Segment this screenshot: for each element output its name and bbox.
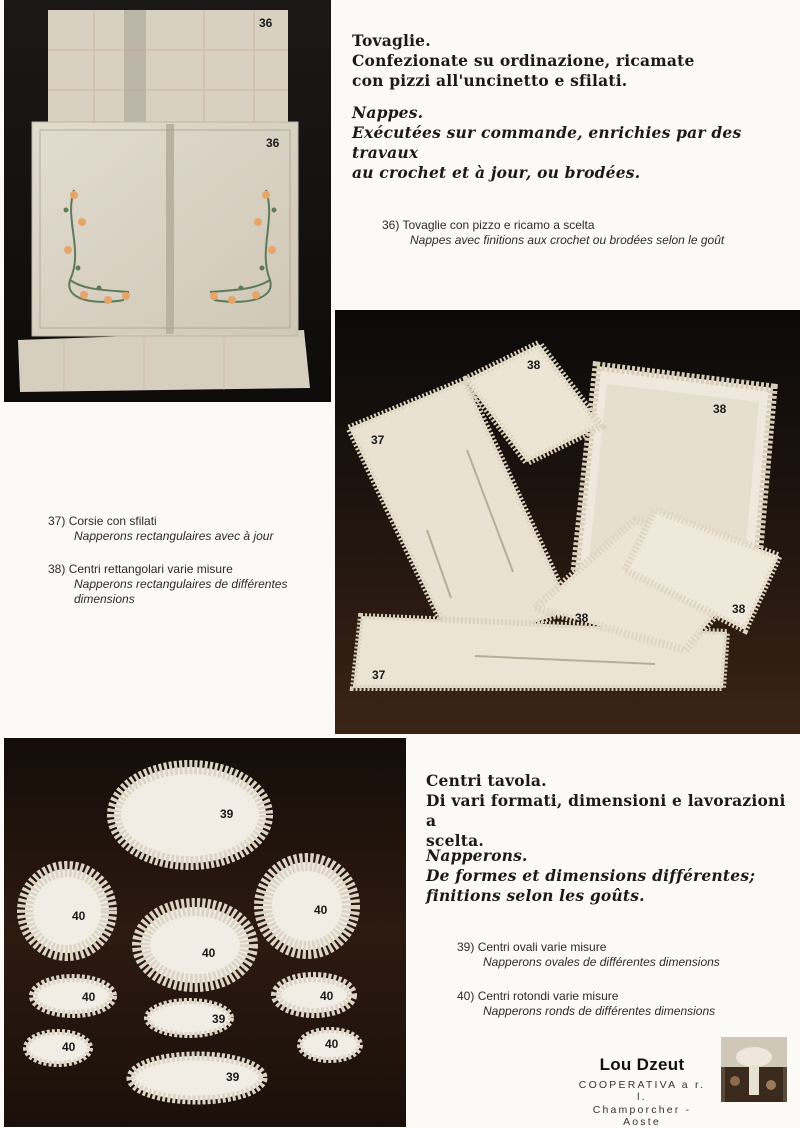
- heading-line: Tovaglie.: [352, 31, 431, 50]
- caption-text-fr: Napperons rectangulaires avec à jour: [74, 529, 274, 543]
- photo-tag: 36: [266, 136, 280, 150]
- cooperative-location: Champorcher - Aoste: [592, 1104, 692, 1128]
- caption-line-it: [457, 989, 797, 1004]
- section1-heading-fr: [352, 103, 792, 183]
- section3-heading-fr: [426, 846, 786, 906]
- caption-36: [382, 218, 792, 248]
- photo-tag: 39: [212, 1012, 226, 1026]
- heading-line: Di vari formati, dimensioni e lavorazioni a: [426, 791, 786, 830]
- heading-line: Centri tavola.: [426, 771, 547, 790]
- caption-text-it: Centri rettangolari varie misure: [68, 562, 233, 576]
- heading-line: Napperons.: [426, 846, 528, 865]
- photo-tag: 40: [320, 989, 334, 1003]
- photo-tag: 40: [72, 909, 86, 923]
- heading-line: con pizzi all'uncinetto e sfilati.: [352, 71, 628, 90]
- section3-heading-it: [426, 771, 786, 851]
- caption-40: [457, 989, 797, 1019]
- photo-tag: 38: [713, 402, 727, 416]
- napperons-illustration: [335, 310, 800, 734]
- caption-text-it: Corsie con sfilati: [68, 514, 157, 528]
- photo-tag: 39: [226, 1070, 240, 1084]
- caption-text-fr: Napperons ronds de différentes dimensions: [483, 1004, 716, 1018]
- photo-tag: 38: [575, 611, 589, 625]
- caption-text-it: Tovaglie con pizzo e ricamo a scelta: [402, 218, 595, 232]
- caption-line-it: [48, 514, 333, 529]
- doilies-illustration: [4, 738, 406, 1127]
- caption-37: [48, 514, 333, 544]
- photo-tag: 37: [371, 433, 385, 447]
- caption-line-it: [48, 562, 333, 577]
- heading-line: Confezionate su ordinazione, ricamate: [352, 51, 695, 70]
- photo-tag: 40: [202, 946, 216, 960]
- photo-tag: 40: [82, 990, 96, 1004]
- heading-line: finitions selon les goûts.: [426, 886, 645, 905]
- caption-number: 40): [457, 989, 475, 1003]
- caption-text-fr: Nappes avec finitions aux crochet ou brodées selon le goût: [410, 233, 725, 247]
- photo-doilies: [4, 738, 406, 1127]
- cooperative-name: Lou Dzeut: [599, 1055, 685, 1074]
- photo-rectangular-napperons: [335, 310, 800, 734]
- heading-line: scelta.: [426, 831, 484, 850]
- caption-text-fr: Napperons ovales de différentes dimensions: [483, 955, 720, 969]
- caption-38: [48, 562, 333, 607]
- caption-text-fr: dimensions: [74, 592, 135, 606]
- photo-tag: 40: [62, 1040, 76, 1054]
- photo-tag: 38: [732, 602, 746, 616]
- photo-tag: 40: [325, 1037, 339, 1051]
- photo-tag: 39: [220, 807, 234, 821]
- photo-tablecloths: [4, 0, 331, 402]
- heading-line: De formes et dimensions différentes;: [426, 866, 756, 885]
- logo-thumbnail-photo: [721, 1037, 787, 1102]
- heading-line: Exécutées sur commande, enrichies par des travaux: [352, 123, 742, 162]
- caption-number: 36): [382, 218, 400, 232]
- photo-tag: 36: [259, 16, 273, 30]
- tablecloths-illustration: [4, 0, 331, 402]
- photo-tag: 37: [372, 668, 386, 682]
- caption-line-it: [457, 940, 797, 955]
- thumbnail-illustration: [721, 1037, 787, 1102]
- section1-heading-it: [352, 31, 782, 91]
- caption-text-it: Centri ovali varie misure: [477, 940, 607, 954]
- caption-line-it: [382, 218, 792, 233]
- caption-text-fr: Napperons rectangulaires de différentes: [74, 577, 288, 591]
- caption-number: 38): [48, 562, 66, 576]
- heading-line: au crochet et à jour, ou brodées.: [352, 163, 641, 182]
- logo-block: [572, 1055, 712, 1128]
- caption-39: [457, 940, 797, 970]
- heading-line: Nappes.: [352, 103, 424, 122]
- photo-tag: 38: [527, 358, 541, 372]
- caption-text-it: Centri rotondi varie misure: [477, 989, 619, 1003]
- caption-number: 37): [48, 514, 66, 528]
- caption-number: 39): [457, 940, 475, 954]
- cooperative-type: COOPERATIVA a r. l.: [578, 1079, 706, 1103]
- photo-tag: 40: [314, 903, 328, 917]
